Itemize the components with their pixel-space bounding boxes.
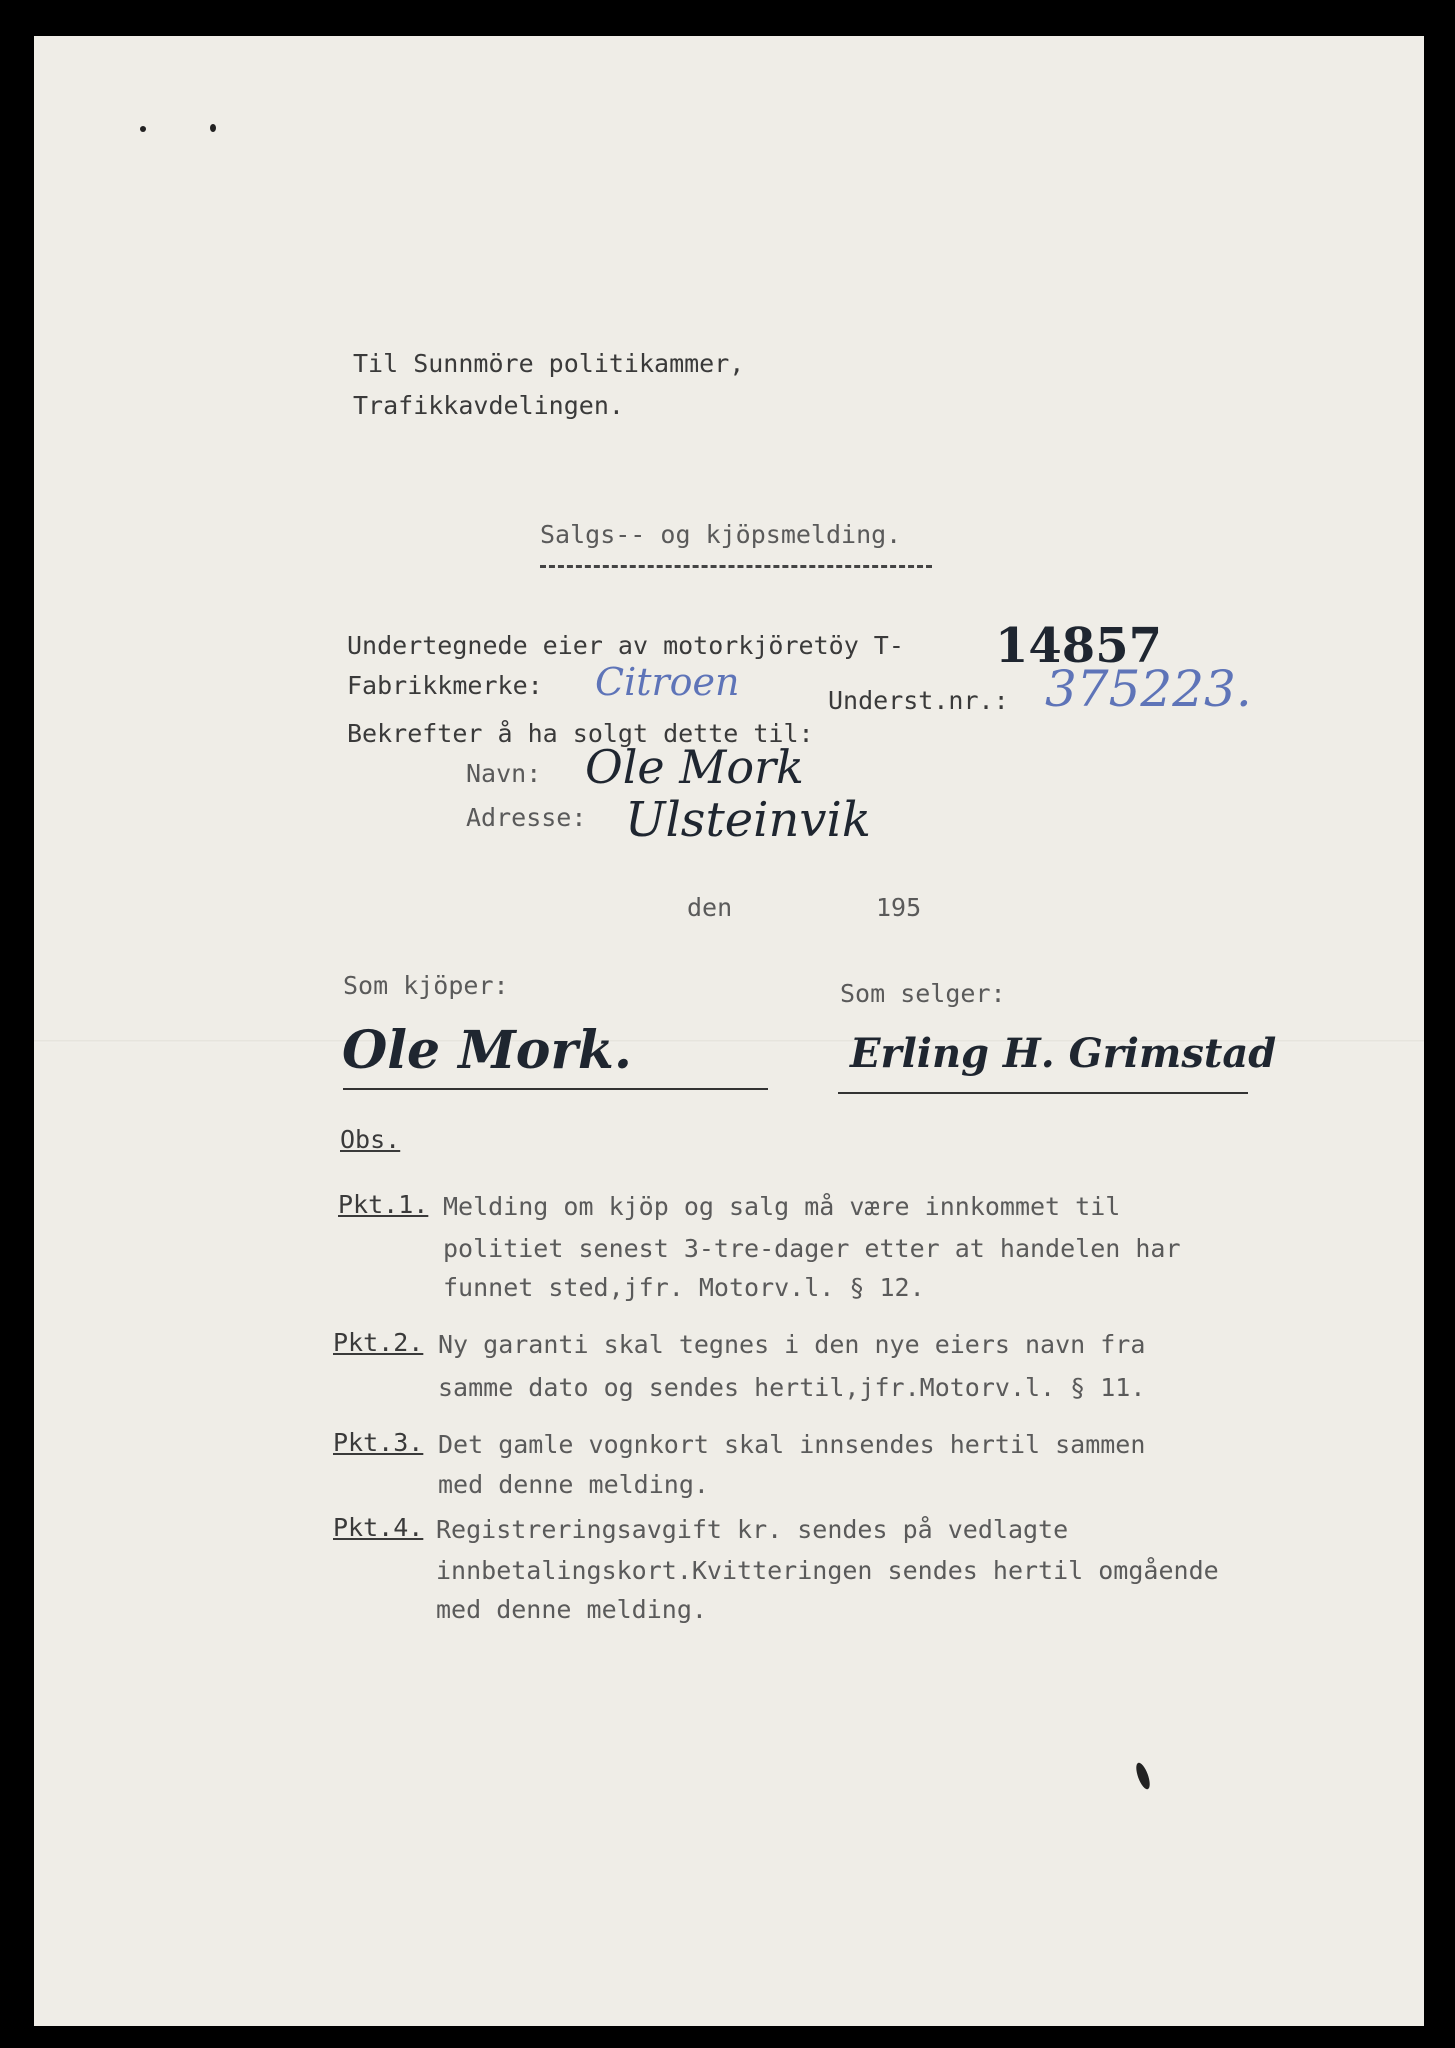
- note-1-line-2: politiet senest 3-tre-dager etter at handelen har: [443, 1234, 1181, 1263]
- recipient-line: Til Sunnmöre politikammer,: [353, 349, 745, 378]
- buyer-signature: Ole Mork.: [342, 1020, 633, 1081]
- registration-number: 14857: [995, 618, 1162, 674]
- buyer-address: Ulsteinvik: [625, 792, 871, 848]
- note-2-label: Pkt.2.: [333, 1328, 424, 1357]
- buyer-label: Som kjöper:: [343, 971, 509, 1000]
- note-1-line-3: funnet sted,jfr. Motorv.l. § 12.: [443, 1273, 925, 1302]
- note-4-line-3: med denne melding.: [436, 1595, 707, 1624]
- ink-speck: [210, 124, 216, 132]
- note-4-line-2: innbetalingskort.Kvitteringen sendes hertil omgående: [436, 1556, 1219, 1585]
- note-1-label: Pkt.1.: [338, 1190, 429, 1219]
- seller-label: Som selger:: [840, 979, 1006, 1008]
- chassis-value: 375223.: [1045, 660, 1252, 718]
- brand-value: Citroen: [595, 660, 740, 704]
- note-1-line-1: Melding om kjöp og salg må være innkommet til: [443, 1192, 1121, 1221]
- department-line: Trafikkavdelingen.: [353, 391, 624, 420]
- buyer-name: Ole Mork: [585, 740, 804, 794]
- note-3-label: Pkt.3.: [333, 1428, 424, 1457]
- note-4-line-1: Registreringsavgift kr. sendes på vedlagte: [436, 1515, 1069, 1544]
- brand-label: Fabrikkmerke:: [347, 671, 543, 700]
- address-label: Adresse:: [466, 803, 587, 832]
- owner-label: Undertegnede eier av motorkjöretöy T-: [347, 631, 904, 660]
- seller-signature-line: [838, 1092, 1248, 1094]
- title-underline: [540, 565, 932, 568]
- note-4-label: Pkt.4.: [333, 1513, 424, 1542]
- ink-speck: [140, 126, 146, 132]
- document-title: Salgs-- og kjöpsmelding.: [540, 520, 902, 549]
- chassis-label: Underst.nr.:: [828, 686, 1009, 715]
- note-3-line-1: Det gamle vognkort skal innsendes hertil sammen: [438, 1430, 1146, 1459]
- seller-signature: Erling H. Grimstad: [850, 1030, 1277, 1077]
- buyer-signature-line: [343, 1088, 768, 1090]
- note-2-line-1: Ny garanti skal tegnes i den nye eiers navn fra: [438, 1330, 1146, 1359]
- date-label: den: [687, 893, 733, 922]
- note-2-line-2: samme dato og sendes hertil,jfr.Motorv.l. § 11.: [438, 1373, 1146, 1402]
- name-label: Navn:: [466, 759, 542, 788]
- confirm-label: Bekrefter å ha solgt dette til:: [347, 719, 814, 748]
- obs-label: Obs.: [340, 1125, 401, 1154]
- year-label: 195: [876, 893, 922, 922]
- note-3-line-2: med denne melding.: [438, 1470, 709, 1499]
